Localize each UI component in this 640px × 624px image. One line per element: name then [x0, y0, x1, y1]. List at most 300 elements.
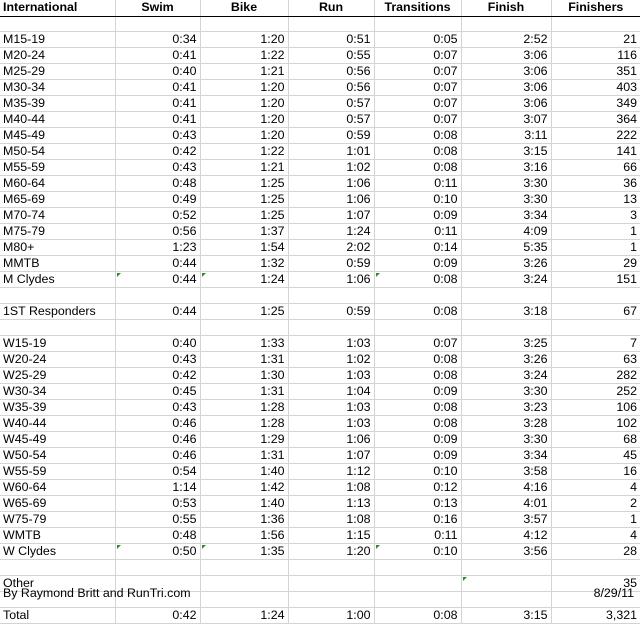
cell-swim[interactable]: 0:50 — [115, 544, 200, 560]
cell-swim[interactable]: 0:52 — [115, 208, 200, 224]
cell-bike[interactable]: 1:20 — [200, 32, 288, 48]
cell-transitions[interactable]: 0:08 — [374, 144, 461, 160]
cell-run[interactable]: 1:04 — [288, 384, 374, 400]
cell-bike[interactable]: 1:33 — [200, 336, 288, 352]
cell-finishers[interactable]: 252 — [551, 384, 640, 400]
cell-finish[interactable]: 3:26 — [461, 352, 551, 368]
cell-run[interactable]: 0:56 — [288, 64, 374, 80]
cell-swim[interactable]: 1:23 — [115, 240, 200, 256]
table-row — [0, 560, 640, 576]
cell-swim[interactable] — [115, 320, 200, 336]
cell-finish[interactable]: 3:58 — [461, 464, 551, 480]
cell-swim[interactable]: 0:42 — [115, 607, 200, 623]
cell-run[interactable]: 0:55 — [288, 48, 374, 64]
cell-transitions[interactable] — [374, 560, 461, 576]
cell-bike[interactable]: 1:32 — [200, 256, 288, 272]
cell-finishers[interactable]: 349 — [551, 96, 640, 112]
cell-finish[interactable]: 3:06 — [461, 80, 551, 96]
table-row — [0, 336, 640, 352]
cell-finishers[interactable]: 45 — [551, 448, 640, 464]
cell-finishers[interactable]: 4 — [551, 528, 640, 544]
table-row — [0, 16, 640, 32]
cell-bike[interactable]: 1:24 — [200, 607, 288, 623]
cell-finish[interactable]: 3:11 — [461, 128, 551, 144]
cell-run[interactable]: 1:20 — [288, 544, 374, 560]
cell-run[interactable]: 1:03 — [288, 336, 374, 352]
cell-finish[interactable]: 3:56 — [461, 544, 551, 560]
cell-transitions[interactable]: 0:08 — [374, 400, 461, 416]
cell-bike[interactable]: 1:30 — [200, 368, 288, 384]
cell-transitions[interactable]: 0:08 — [374, 304, 461, 320]
cell-finish[interactable]: 3:30 — [461, 432, 551, 448]
cell-run[interactable]: 1:02 — [288, 160, 374, 176]
cell-transitions[interactable]: 0:11 — [374, 176, 461, 192]
table-row — [0, 176, 640, 192]
cell-swim[interactable]: 0:42 — [115, 368, 200, 384]
header-row — [0, 0, 640, 16]
cell-finish[interactable] — [461, 16, 551, 32]
table-row — [0, 368, 640, 384]
cell-swim[interactable]: 0:55 — [115, 512, 200, 528]
cell-label[interactable]: M40-44 — [0, 112, 115, 128]
cell-finishers[interactable]: 16 — [551, 464, 640, 480]
cell-transitions[interactable]: 0:10 — [374, 464, 461, 480]
table-row — [0, 464, 640, 480]
cell-bike[interactable]: 1:37 — [200, 224, 288, 240]
header-transitions[interactable]: Transitions — [374, 0, 461, 16]
cell-transitions[interactable]: 0:12 — [374, 480, 461, 496]
cell-swim[interactable]: 0:54 — [115, 464, 200, 480]
cell-label[interactable]: W25-29 — [0, 368, 115, 384]
cell-label[interactable]: M Clydes — [0, 272, 115, 288]
cell-run[interactable]: 0:57 — [288, 112, 374, 128]
cell-finishers[interactable]: 364 — [551, 112, 640, 128]
cell-finish[interactable]: 3:06 — [461, 96, 551, 112]
cell-finishers[interactable]: 29 — [551, 256, 640, 272]
cell-run[interactable] — [288, 288, 374, 304]
cell-run[interactable]: 1:00 — [288, 607, 374, 623]
table-row — [0, 544, 640, 560]
cell-finish[interactable]: 3:24 — [461, 272, 551, 288]
cell-run[interactable] — [288, 16, 374, 32]
cell-swim[interactable]: 0:48 — [115, 528, 200, 544]
cell-finishers[interactable]: 116 — [551, 48, 640, 64]
cell-transitions[interactable]: 0:07 — [374, 112, 461, 128]
cell-swim[interactable]: 0:46 — [115, 416, 200, 432]
table-row — [0, 480, 640, 496]
cell-run[interactable]: 1:01 — [288, 144, 374, 160]
cell-finish[interactable]: 5:35 — [461, 240, 551, 256]
cell-swim[interactable]: 0:44 — [115, 272, 200, 288]
table-row — [0, 512, 640, 528]
cell-run[interactable]: 1:08 — [288, 480, 374, 496]
cell-label[interactable]: M65-69 — [0, 192, 115, 208]
table-row — [0, 607, 640, 623]
cell-finishers[interactable]: 28 — [551, 544, 640, 560]
cell-run[interactable]: 1:06 — [288, 432, 374, 448]
cell-finishers[interactable]: 7 — [551, 336, 640, 352]
cell-transitions[interactable]: 0:07 — [374, 48, 461, 64]
cell-finishers[interactable]: 3,321 — [551, 607, 640, 623]
cell-label[interactable]: 1ST Responders — [0, 304, 115, 320]
cell-label[interactable]: W Clydes — [0, 544, 115, 560]
cell-transitions[interactable]: 0:07 — [374, 80, 461, 96]
table-row — [0, 208, 640, 224]
cell-finishers[interactable] — [551, 16, 640, 32]
cell-label[interactable]: Other — [0, 576, 115, 592]
cell-bike[interactable]: 1:28 — [200, 400, 288, 416]
cell-transitions[interactable]: 0:08 — [374, 368, 461, 384]
table-row — [0, 48, 640, 64]
cell-finish[interactable]: 3:57 — [461, 512, 551, 528]
cell-run[interactable]: 1:02 — [288, 352, 374, 368]
cell-label[interactable]: W20-24 — [0, 352, 115, 368]
cell-bike[interactable]: 1:31 — [200, 384, 288, 400]
cell-finish[interactable]: 3:16 — [461, 160, 551, 176]
cell-finishers[interactable]: 68 — [551, 432, 640, 448]
table-body — [0, 16, 640, 623]
table-row — [0, 272, 640, 288]
cell-bike[interactable]: 1:20 — [200, 96, 288, 112]
cell-finishers[interactable]: 21 — [551, 32, 640, 48]
cell-finishers[interactable]: 63 — [551, 352, 640, 368]
cell-run[interactable] — [288, 560, 374, 576]
cell-finish[interactable]: 3:06 — [461, 64, 551, 80]
cell-finishers[interactable]: 66 — [551, 160, 640, 176]
cell-transitions[interactable]: 0:07 — [374, 336, 461, 352]
cell-finishers[interactable]: 141 — [551, 144, 640, 160]
cell-finishers[interactable]: 282 — [551, 368, 640, 384]
cell-label[interactable]: M30-34 — [0, 80, 115, 96]
cell-swim[interactable]: 0:40 — [115, 64, 200, 80]
cell-swim[interactable]: 0:34 — [115, 32, 200, 48]
cell-finish[interactable]: 4:09 — [461, 224, 551, 240]
cell-transitions[interactable]: 0:08 — [374, 607, 461, 623]
cell-bike[interactable]: 1:25 — [200, 304, 288, 320]
cell-label[interactable]: W60-64 — [0, 480, 115, 496]
cell-run[interactable]: 1:12 — [288, 464, 374, 480]
cell-run[interactable]: 1:03 — [288, 368, 374, 384]
cell-label[interactable]: W75-79 — [0, 512, 115, 528]
cell-transitions[interactable]: 0:08 — [374, 160, 461, 176]
cell-label[interactable]: M35-39 — [0, 96, 115, 112]
cell-finish[interactable]: 4:12 — [461, 528, 551, 544]
cell-finishers[interactable]: 106 — [551, 400, 640, 416]
cell-finishers[interactable]: 35 — [551, 576, 640, 592]
cell-finish[interactable]: 3:15 — [461, 607, 551, 623]
table-row — [0, 240, 640, 256]
cell-label[interactable]: M60-64 — [0, 176, 115, 192]
cell-bike[interactable]: 1:31 — [200, 352, 288, 368]
table-row — [0, 144, 640, 160]
cell-bike[interactable]: 1:21 — [200, 64, 288, 80]
cell-label[interactable]: M80+ — [0, 240, 115, 256]
cell-finish[interactable]: 3:06 — [461, 48, 551, 64]
cell-finishers[interactable]: 351 — [551, 64, 640, 80]
cell-label[interactable]: WMTB — [0, 528, 115, 544]
cell-finish[interactable]: 4:01 — [461, 496, 551, 512]
cell-bike[interactable]: 1:25 — [200, 192, 288, 208]
cell-transitions[interactable] — [374, 16, 461, 32]
cell-finishers[interactable]: 67 — [551, 304, 640, 320]
table-row — [0, 400, 640, 416]
cell-bike[interactable]: 1:54 — [200, 240, 288, 256]
cell-swim[interactable]: 0:43 — [115, 352, 200, 368]
table-row — [0, 384, 640, 400]
table-row — [0, 528, 640, 544]
credit-text: By Raymond Britt and RunTri.com — [3, 586, 191, 600]
cell-swim[interactable]: 0:41 — [115, 112, 200, 128]
cell-run[interactable]: 0:59 — [288, 128, 374, 144]
cell-bike[interactable]: 1:21 — [200, 160, 288, 176]
cell-swim[interactable]: 0:41 — [115, 80, 200, 96]
cell-run[interactable]: 0:59 — [288, 256, 374, 272]
cell-run[interactable]: 1:03 — [288, 400, 374, 416]
cell-finishers[interactable] — [551, 560, 640, 576]
header-swim[interactable]: Swim — [115, 0, 200, 16]
cell-label[interactable] — [0, 16, 115, 32]
cell-label[interactable] — [0, 560, 115, 576]
header-finish[interactable]: Finish — [461, 0, 551, 16]
cell-run[interactable]: 1:15 — [288, 528, 374, 544]
table-row — [0, 192, 640, 208]
cell-run[interactable]: 0:56 — [288, 80, 374, 96]
cell-swim[interactable] — [115, 288, 200, 304]
table-row — [0, 224, 640, 240]
cell-transitions[interactable]: 0:07 — [374, 96, 461, 112]
cell-finish[interactable]: 3:30 — [461, 192, 551, 208]
cell-run[interactable]: 2:02 — [288, 240, 374, 256]
cell-label[interactable]: M15-19 — [0, 32, 115, 48]
cell-swim[interactable]: 0:46 — [115, 448, 200, 464]
cell-finishers[interactable]: 13 — [551, 192, 640, 208]
cell-label[interactable]: MMTB — [0, 256, 115, 272]
cell-swim[interactable]: 0:42 — [115, 144, 200, 160]
cell-finishers[interactable]: 2 — [551, 496, 640, 512]
cell-bike[interactable]: 1:25 — [200, 208, 288, 224]
cell-finishers[interactable]: 1 — [551, 224, 640, 240]
cell-bike[interactable]: 1:36 — [200, 512, 288, 528]
cell-finish[interactable]: 3:18 — [461, 304, 551, 320]
cell-run[interactable]: 1:06 — [288, 176, 374, 192]
table-row — [0, 128, 640, 144]
cell-label[interactable]: Total — [0, 607, 115, 623]
cell-label[interactable]: W35-39 — [0, 400, 115, 416]
cell-label[interactable]: M45-49 — [0, 128, 115, 144]
cell-finish[interactable]: 3:15 — [461, 144, 551, 160]
cell-swim[interactable]: 0:43 — [115, 128, 200, 144]
cell-finishers[interactable]: 4 — [551, 480, 640, 496]
cell-run[interactable]: 0:59 — [288, 304, 374, 320]
cell-finish[interactable] — [461, 320, 551, 336]
cell-transitions[interactable] — [374, 320, 461, 336]
cell-swim[interactable]: 0:41 — [115, 48, 200, 64]
cell-label[interactable]: M20-24 — [0, 48, 115, 64]
table-row — [0, 352, 640, 368]
cell-swim[interactable]: 0:53 — [115, 496, 200, 512]
table-row — [0, 112, 640, 128]
cell-transitions[interactable]: 0:09 — [374, 432, 461, 448]
cell-finishers[interactable]: 403 — [551, 80, 640, 96]
cell-bike[interactable] — [200, 560, 288, 576]
footer — [0, 586, 640, 602]
cell-label[interactable]: W30-34 — [0, 384, 115, 400]
cell-bike[interactable]: 1:40 — [200, 464, 288, 480]
cell-label[interactable] — [0, 320, 115, 336]
cell-finish[interactable]: 3:34 — [461, 448, 551, 464]
cell-swim[interactable]: 0:43 — [115, 400, 200, 416]
cell-transitions[interactable]: 0:08 — [374, 272, 461, 288]
cell-finish[interactable]: 4:16 — [461, 480, 551, 496]
cell-finishers[interactable] — [551, 320, 640, 336]
cell-finish[interactable]: 3:34 — [461, 208, 551, 224]
cell-swim[interactable]: 0:49 — [115, 192, 200, 208]
cell-run[interactable]: 1:13 — [288, 496, 374, 512]
cell-transitions[interactable]: 0:14 — [374, 240, 461, 256]
cell-label[interactable]: M70-74 — [0, 208, 115, 224]
cell-swim[interactable]: 1:14 — [115, 480, 200, 496]
table-row — [0, 288, 640, 304]
cell-transitions[interactable]: 0:08 — [374, 128, 461, 144]
cell-transitions[interactable]: 0:09 — [374, 208, 461, 224]
cell-run[interactable]: 0:51 — [288, 32, 374, 48]
cell-label[interactable]: W40-44 — [0, 416, 115, 432]
cell-finishers[interactable]: 151 — [551, 272, 640, 288]
cell-swim[interactable]: 0:45 — [115, 384, 200, 400]
table-row — [0, 256, 640, 272]
cell-bike[interactable]: 1:25 — [200, 176, 288, 192]
cell-bike[interactable]: 1:20 — [200, 128, 288, 144]
cell-finishers[interactable] — [551, 288, 640, 304]
cell-transitions[interactable]: 0:05 — [374, 32, 461, 48]
cell-run[interactable]: 0:57 — [288, 96, 374, 112]
cell-swim[interactable]: 0:44 — [115, 304, 200, 320]
header-finishers[interactable]: Finishers — [551, 0, 640, 16]
table-row — [0, 496, 640, 512]
cell-label[interactable]: W45-49 — [0, 432, 115, 448]
cell-transitions[interactable]: 0:09 — [374, 256, 461, 272]
cell-transitions[interactable]: 0:11 — [374, 528, 461, 544]
cell-swim[interactable] — [115, 16, 200, 32]
header-run[interactable]: Run — [288, 0, 374, 16]
cell-bike[interactable] — [200, 320, 288, 336]
cell-label[interactable]: W15-19 — [0, 336, 115, 352]
cell-finishers[interactable]: 222 — [551, 128, 640, 144]
cell-run[interactable]: 1:06 — [288, 192, 374, 208]
cell-swim[interactable] — [115, 560, 200, 576]
cell-label[interactable]: W65-69 — [0, 496, 115, 512]
cell-swim[interactable]: 0:44 — [115, 256, 200, 272]
cell-transitions[interactable]: 0:10 — [374, 192, 461, 208]
cell-bike[interactable]: 1:28 — [200, 416, 288, 432]
cell-swim[interactable]: 0:56 — [115, 224, 200, 240]
cell-finish[interactable]: 3:30 — [461, 384, 551, 400]
date-text: 8/29/11 — [593, 586, 634, 600]
cell-run[interactable]: 1:06 — [288, 272, 374, 288]
cell-label[interactable]: M75-79 — [0, 224, 115, 240]
table-row — [0, 320, 640, 336]
cell-swim[interactable]: 0:41 — [115, 96, 200, 112]
cell-label[interactable]: M50-54 — [0, 144, 115, 160]
cell-bike[interactable]: 1:40 — [200, 496, 288, 512]
cell-finishers[interactable]: 1 — [551, 240, 640, 256]
cell-finish[interactable]: 3:24 — [461, 368, 551, 384]
cell-transitions[interactable]: 0:09 — [374, 384, 461, 400]
cell-run[interactable]: 1:07 — [288, 448, 374, 464]
cell-bike[interactable]: 1:22 — [200, 144, 288, 160]
cell-bike[interactable]: 1:29 — [200, 432, 288, 448]
cell-finish[interactable]: 3:26 — [461, 256, 551, 272]
cell-swim[interactable]: 0:40 — [115, 336, 200, 352]
cell-transitions[interactable]: 0:11 — [374, 224, 461, 240]
cell-bike[interactable] — [200, 16, 288, 32]
cell-finish[interactable]: 3:30 — [461, 176, 551, 192]
table-row — [0, 304, 640, 320]
cell-run[interactable]: 1:03 — [288, 416, 374, 432]
cell-bike[interactable] — [200, 288, 288, 304]
cell-label[interactable] — [0, 288, 115, 304]
cell-finishers[interactable]: 102 — [551, 416, 640, 432]
cell-finish[interactable]: 3:07 — [461, 112, 551, 128]
cell-bike[interactable]: 1:24 — [200, 272, 288, 288]
cell-transitions[interactable]: 0:16 — [374, 512, 461, 528]
cell-bike[interactable]: 1:20 — [200, 112, 288, 128]
cell-finish[interactable]: 3:23 — [461, 400, 551, 416]
cell-swim[interactable]: 0:46 — [115, 432, 200, 448]
cell-finishers[interactable]: 1 — [551, 512, 640, 528]
cell-finish[interactable]: 3:28 — [461, 416, 551, 432]
cell-bike[interactable]: 1:35 — [200, 544, 288, 560]
cell-finishers[interactable]: 36 — [551, 176, 640, 192]
cell-transitions[interactable]: 0:07 — [374, 64, 461, 80]
cell-bike[interactable]: 1:20 — [200, 80, 288, 96]
cell-label[interactable]: M55-59 — [0, 160, 115, 176]
header-bike[interactable]: Bike — [200, 0, 288, 16]
table-row — [0, 96, 640, 112]
header-international[interactable]: International — [0, 0, 115, 16]
cell-label[interactable]: W55-59 — [0, 464, 115, 480]
cell-run[interactable]: 1:24 — [288, 224, 374, 240]
table-row — [0, 448, 640, 464]
cell-transitions[interactable]: 0:09 — [374, 448, 461, 464]
table-row — [0, 432, 640, 448]
cell-run[interactable]: 1:08 — [288, 512, 374, 528]
table-row — [0, 416, 640, 432]
cell-bike[interactable]: 1:56 — [200, 528, 288, 544]
cell-bike[interactable]: 1:31 — [200, 448, 288, 464]
cell-run[interactable]: 1:07 — [288, 208, 374, 224]
cell-finish[interactable] — [461, 288, 551, 304]
cell-finish[interactable] — [461, 560, 551, 576]
cell-transitions[interactable]: 0:08 — [374, 352, 461, 368]
table-row — [0, 32, 640, 48]
cell-bike[interactable]: 1:22 — [200, 48, 288, 64]
cell-transitions[interactable]: 0:13 — [374, 496, 461, 512]
cell-finishers[interactable]: 3 — [551, 208, 640, 224]
cell-swim[interactable]: 0:48 — [115, 176, 200, 192]
cell-swim[interactable]: 0:43 — [115, 160, 200, 176]
cell-run[interactable] — [288, 320, 374, 336]
table-row — [0, 64, 640, 80]
cell-transitions[interactable]: 0:08 — [374, 416, 461, 432]
cell-label[interactable]: W50-54 — [0, 448, 115, 464]
cell-finish[interactable]: 2:52 — [461, 32, 551, 48]
cell-transitions[interactable] — [374, 288, 461, 304]
cell-label[interactable]: M25-29 — [0, 64, 115, 80]
cell-transitions[interactable]: 0:10 — [374, 544, 461, 560]
cell-finish[interactable]: 3:25 — [461, 336, 551, 352]
cell-bike[interactable]: 1:42 — [200, 480, 288, 496]
